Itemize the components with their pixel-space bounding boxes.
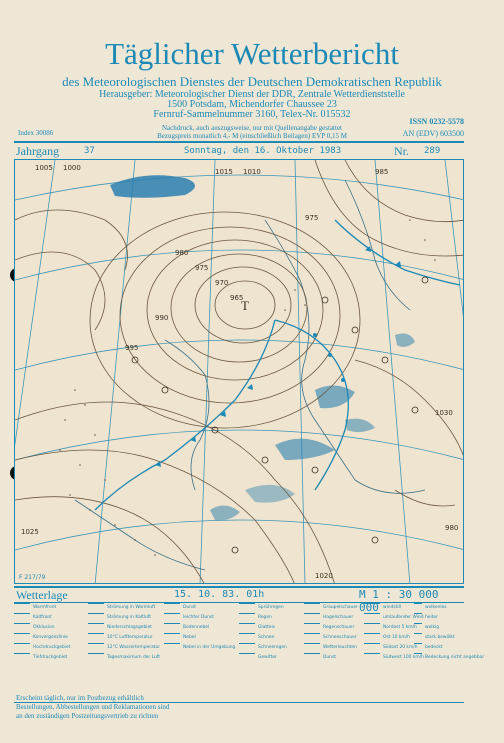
legend-item: windstill [364, 603, 424, 613]
legend-item: Hagelschauer [304, 613, 358, 623]
legend-item: Schnee [239, 633, 287, 643]
isobar-label: 1020 [315, 572, 333, 580]
legend-item: Kaltfront [14, 613, 70, 623]
isobar-label: 970 [215, 279, 229, 287]
wetterlage-label: Wetterlage [16, 588, 68, 602]
legend-item: Nebel [164, 633, 235, 643]
haze-icon [304, 653, 320, 660]
station-markers [132, 277, 428, 553]
cloud-cover-icon [414, 623, 422, 630]
haze-icon [164, 613, 180, 620]
thunderstorm-icon [239, 653, 255, 660]
legend-item: Ost 10 km/h [364, 633, 424, 643]
isobar-label: 975 [195, 264, 209, 272]
legend-item: wolkenlos [414, 603, 484, 613]
notice-line: Bezugspreis monatlich 4,- M (einschließlich Beilagen) EVP 0,15 M [157, 132, 347, 140]
map-scale: M 1 : 30 000 000 [359, 588, 439, 614]
legend-item: Bodennebel [164, 623, 235, 633]
legend-item: Strömung in Kaltluft [88, 613, 160, 623]
fog-icon [164, 643, 180, 650]
wind-icon [364, 623, 380, 630]
legend-item: stark bewölkt [414, 633, 484, 643]
map-reference: F 217/79 [19, 574, 46, 581]
legend-item: Nebel in der Umgebung [164, 643, 235, 653]
temperature-icon [88, 653, 104, 660]
legend-column-visibility [164, 603, 235, 653]
hatch-icon [88, 623, 104, 630]
legend-column-flow [88, 603, 160, 663]
isobar-label: 980 [445, 524, 459, 532]
legend-item: Regen [239, 613, 287, 623]
map-graphic [15, 160, 464, 584]
isobar-label: 985 [375, 168, 389, 176]
arrow-icon [88, 603, 104, 610]
graupel-icon [304, 603, 320, 610]
notice-line: Nachdruck, auch auszugsweise, nur mit Quellenangabe gestattet [162, 124, 342, 132]
legend-item: Regenschauer [304, 623, 358, 633]
legend-item: bedeckt [414, 643, 484, 653]
legend-item: Nordost 5 km/h [364, 623, 424, 633]
convergence-icon [14, 633, 30, 640]
fog-icon [164, 623, 180, 630]
cloud-cover-icon [414, 613, 422, 620]
nr-label: Nr. [394, 144, 409, 158]
lightning-icon [304, 643, 320, 650]
isobar-label: 1030 [435, 409, 453, 417]
fog-icon [164, 633, 180, 640]
publisher-block [60, 90, 444, 120]
page-title: Täglicher Wetterbericht [105, 36, 399, 71]
legend-item: Strömung in Warmluft [88, 603, 160, 613]
rain-icon [239, 613, 255, 620]
wind-icon [364, 633, 380, 640]
shower-icon [304, 623, 320, 630]
legend-column-fronts [14, 603, 70, 663]
issue-bar [14, 141, 464, 160]
issn: ISSN 0232-5578 [409, 117, 464, 126]
wind-icon [364, 613, 380, 620]
legend-item: 10°C Lufttemperatur [88, 633, 160, 643]
wind-icon [364, 653, 380, 660]
notice-block [112, 124, 392, 140]
drizzle-icon [239, 603, 255, 610]
jahrgang-label: Jahrgang [16, 144, 60, 158]
wind-icon [364, 643, 380, 650]
legend-item: Graupelschauer [304, 603, 358, 613]
legend-item: Wetterleuchten [304, 643, 358, 653]
legend-column-precip [239, 603, 287, 663]
publisher-line: Fernruf-Sammelnummer 3160, Telex-Nr. 015532 [153, 109, 351, 120]
legend [14, 603, 485, 703]
low-pressure-icon [14, 653, 30, 660]
legend-item: Schneeschauer [304, 633, 358, 643]
isobar-label: 965 [230, 294, 244, 302]
legend-item: Okklusion [14, 623, 70, 633]
snow-shower-icon [304, 633, 320, 640]
subscription-note [16, 694, 216, 721]
legend-item: Warmfront [14, 603, 70, 613]
legend-item: Hochdruckgebiet [14, 643, 70, 653]
legend-item: Dunst [304, 653, 358, 663]
isobar-label: 1005 [35, 164, 53, 172]
legend-item: Südwest 100 km/h [364, 653, 424, 663]
jahrgang-number: 37 [84, 146, 95, 156]
legend-item: wolkig [414, 623, 484, 633]
publisher-line: 1500 Potsdam, Michendorfer Chaussee 23 [167, 99, 337, 110]
cloud-cover-icon [414, 653, 422, 660]
cloud-cover-icon [414, 633, 422, 640]
footer-line: Bestellungen, Abbestellungen und Reklamationen sind [16, 703, 170, 711]
isobar-label: 975 [305, 214, 319, 222]
cold-front-icon [14, 613, 30, 620]
arrow-icon [88, 613, 104, 620]
precip-dots [59, 219, 436, 556]
legend-item: Tagesmaximum der Luft [88, 653, 160, 663]
isobar-label: 1010 [243, 168, 261, 176]
ice-icon [239, 623, 255, 630]
cloud-cover-icon [414, 603, 422, 610]
index-number: Index 30086 [18, 129, 54, 137]
high-pressure-icon [14, 643, 30, 650]
occlusion-icon [14, 623, 30, 630]
low-pressure-center: T [241, 298, 249, 313]
page-subtitle: des Meteorologischen Dienstes der Deutschen Demokratischen Republik [62, 74, 442, 89]
snow-icon [239, 633, 255, 640]
legend-column-cloud [414, 603, 484, 663]
isobar-label: 1025 [21, 528, 39, 536]
lat-lon-grid [15, 160, 464, 584]
footer-line: Erscheint täglich, nur im Postbezug erhältlich [16, 694, 144, 702]
temperature-icon [88, 633, 104, 640]
isobar-label: 1000 [63, 164, 81, 172]
isobar-label: 995 [125, 344, 139, 352]
isobar-label: 980 [175, 249, 189, 257]
publisher-line: Herausgeber: Meteorologischer Dienst der DDR, Zentrale Wetterdienststelle [99, 89, 405, 100]
legend-item: umlaufender Wind [364, 613, 424, 623]
warm-front-icon [14, 603, 30, 610]
calm-icon [364, 603, 380, 610]
issue-date: Sonntag, den 16. Oktober 1983 [184, 146, 342, 156]
legend-column-showers [304, 603, 358, 663]
isobar-label: 1015 [215, 168, 233, 176]
legend-item: 12°C Wassertemperatur [88, 643, 160, 653]
legend-item: Gewitter [239, 653, 287, 663]
issue-number: 289 [424, 146, 441, 156]
an-number: AN (EDV) 603500 [402, 129, 464, 138]
footer-line: an den zuständigen Postzeitungsvertrieb zu richten [16, 712, 159, 720]
legend-item: Tiefdruckgebiet [14, 653, 70, 663]
sleet-icon [239, 643, 255, 650]
legend-item: Bedeckung nicht angebbar [414, 653, 484, 663]
legend-item: heiter [414, 613, 484, 623]
cloud-cover-icon [414, 643, 422, 650]
legend-item: Südost 20 km/h [364, 643, 424, 653]
legend-item: Schneeregen [239, 643, 287, 653]
isobar-label: 990 [155, 314, 169, 322]
legend-item: Konvergenzlinie [14, 633, 70, 643]
map-date: 15. 10. 83. 01h [174, 589, 265, 600]
weather-map [14, 159, 464, 584]
legend-item: Dunst [164, 603, 235, 613]
hail-icon [304, 613, 320, 620]
haze-icon [164, 603, 180, 610]
legend-item: Glatteis [239, 623, 287, 633]
legend-item: leichter Dunst [164, 613, 235, 623]
pressure-centers [241, 298, 249, 313]
temperature-icon [88, 643, 104, 650]
legend-item: Niederschlagsgebiet [88, 623, 160, 633]
legend-item: Sprühregen [239, 603, 287, 613]
